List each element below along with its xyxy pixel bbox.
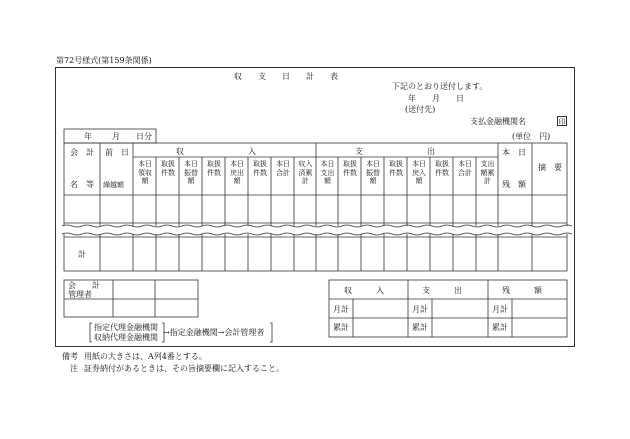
send-note: 下記のとおり送付します。 (392, 82, 488, 91)
summary-income-cumulative: 累計 (333, 323, 349, 332)
expense-col-6: 取扱件数 (435, 160, 449, 177)
period-day: 日分 (136, 132, 152, 141)
summary-balance-monthly: 月計 (492, 305, 508, 314)
expense-header: 支 出 (355, 147, 435, 156)
income-col-7: 本日合計 (276, 160, 290, 177)
form-title: 収 支 日 計 表 (234, 72, 338, 81)
balance-bottom: 残 額 (502, 180, 526, 189)
balance-top: 本 日 (502, 148, 526, 157)
seal-stamp: 印 (558, 118, 566, 126)
summary-expense-cumulative: 累計 (412, 323, 428, 332)
payer-label: 支払金融機関名 (470, 117, 526, 126)
expense-col-7: 本日合計 (458, 160, 472, 177)
note-bikou-label: 備考 (62, 352, 78, 361)
total-row-label: 計 (78, 250, 86, 259)
flow-text: →指定金融機関→会計管理者 (163, 328, 265, 337)
expense-col-4: 取扱件数 (389, 160, 403, 177)
col-kaikei-line2: 名 等 (70, 180, 94, 189)
date-line: 年 月 日 (408, 94, 464, 103)
form-id: 第72号様式(第159条関係) (56, 56, 152, 65)
income-col-5: 本日戻出額 (230, 160, 244, 185)
expense-col-1: 本日支出額 (320, 160, 335, 185)
expense-col-2: 取扱件数 (343, 160, 357, 177)
income-col-8: 収入済累計 (298, 160, 313, 185)
manager-line1: 会 計 (68, 281, 100, 290)
income-col-3: 本日振替額 (184, 160, 198, 185)
unit-label: (単位 円) (512, 132, 551, 141)
recipient-label: (送付先) (405, 105, 436, 114)
manager-line2: 管理者 (68, 290, 92, 299)
summary-balance-header: 残 額 (502, 286, 542, 295)
income-col-6: 取扱件数 (253, 160, 267, 177)
note-chu-text: 証券納付があるときは、その旨摘要欄に記入すること。 (84, 364, 284, 373)
summary-balance-cumulative: 累計 (492, 323, 508, 332)
note-bikou-text: 用紙の大きさは、A列4番とする。 (84, 352, 207, 361)
remarks-header: 摘 要 (538, 163, 562, 172)
expense-col-8: 支出額累計 (480, 160, 495, 185)
expense-col-3: 本日振替額 (366, 160, 380, 185)
period-month: 月 (112, 132, 120, 141)
income-col-2: 取扱件数 (161, 160, 175, 177)
collection-agent-bank: 収納代理金融機関 (94, 333, 158, 342)
summary-expense-monthly: 月計 (412, 305, 428, 314)
income-col-4: 取扱件数 (207, 160, 221, 177)
designated-agent-bank: 指定代理金融機関 (94, 323, 158, 332)
summary-expense-header: 支 出 (422, 286, 462, 295)
note-chu-label: 注 (70, 364, 78, 373)
income-header: 収 入 (176, 147, 256, 156)
income-col-1: 本日領収額 (138, 160, 152, 185)
expense-col-5: 本日戻入額 (412, 160, 426, 185)
col-kaikei-line1: 会 計 (70, 148, 94, 157)
col-prev-carry: 繰越額 (103, 181, 124, 189)
period-year: 年 (84, 132, 92, 141)
summary-income-monthly: 月計 (333, 305, 349, 314)
col-prev-day: 前 日 (105, 148, 129, 157)
summary-income-header: 収 入 (344, 286, 384, 295)
